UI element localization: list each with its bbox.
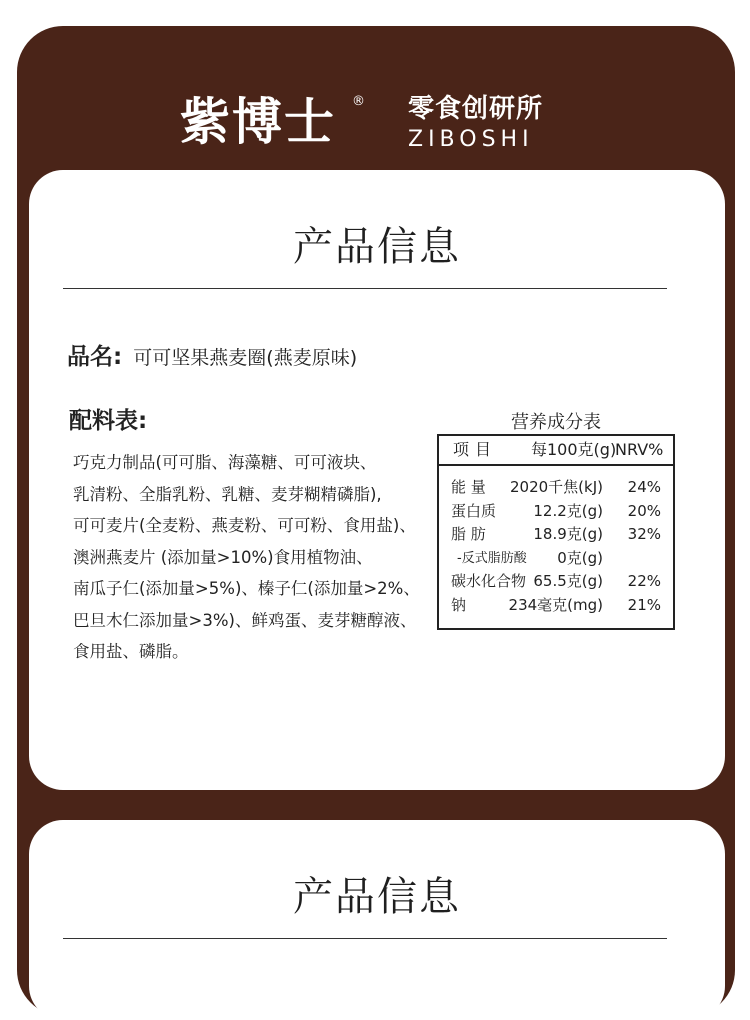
ingredients-text: 巧克力制品(可可脂、海藻糖、可可液块、 乳清粉、全脂乳粉、乳糖、麦芽糊精磷脂), 可可麦片(全麦粉、燕麦粉、可可粉、食用盐)、 澳洲燕麦片 (添加量>10%)食用植物油、 南瓜子仁(添加量>5%)、榛子仁(添加量>2%、 巴旦木仁添加量>3%)、鲜鸡蛋、麦芽糖醇液、 食用盐、磷脂。 — [73, 453, 420, 661]
brand-logo-text: 紫博士 — [180, 93, 336, 151]
product-info-card — [29, 170, 725, 790]
header-nrv: NRV% — [615, 440, 664, 459]
brand-english-name: ZIBOSHI — [408, 127, 534, 152]
section-title: 产品信息 — [293, 224, 461, 270]
section-title: 产品信息 — [293, 874, 461, 920]
nutrient-name: 碳水化合物 — [451, 572, 527, 590]
nutrient-name: 能 量 — [451, 478, 486, 496]
nutrient-value: 0克(g) — [557, 548, 603, 567]
nutrient-value: 12.2克(g) — [533, 501, 603, 520]
product-info-card-second — [29, 820, 725, 1020]
product-name-row — [67, 338, 357, 371]
nutrition-rows — [439, 476, 673, 617]
nutrient-name: 钠 — [451, 595, 467, 614]
nutrition-table — [437, 434, 675, 630]
nutrition-row — [439, 500, 673, 524]
nutrient-name: 脂 肪 — [451, 525, 486, 543]
nutrient-nrv: 20% — [627, 501, 661, 520]
nutrition-row — [439, 594, 673, 618]
divider — [63, 938, 667, 939]
nutrient-nrv: 24% — [627, 478, 661, 496]
nutrient-nrv: 32% — [627, 525, 661, 543]
ingredients-label: 配料表: — [69, 408, 148, 434]
nutrient-value: 2020千焦(kJ) — [510, 478, 603, 496]
product-name-label: 品名: — [67, 344, 123, 370]
nutrient-nrv: 21% — [627, 595, 661, 614]
nutrition-row — [439, 570, 673, 594]
header-item: 项目 — [453, 440, 498, 459]
brand-header — [0, 88, 750, 158]
nutrient-value: 18.9克(g) — [533, 525, 603, 543]
nutrient-value: 234毫克(mg) — [508, 595, 603, 614]
nutrient-name: -反式脂肪酸 — [457, 550, 527, 566]
brand-subtitle: 零食创研所 — [408, 94, 544, 124]
nutrition-row — [439, 523, 673, 547]
nutrition-table-title: 营养成分表 — [511, 412, 601, 433]
header-per-100g: 每100克(g) — [531, 440, 617, 459]
nutrient-nrv: 22% — [627, 572, 661, 590]
nutrition-table-header — [439, 436, 673, 466]
product-name-value: 可可坚果燕麦圈(燕麦原味) — [133, 347, 358, 369]
nutrition-row — [439, 476, 673, 500]
nutrient-value: 65.5克(g) — [533, 572, 603, 590]
nutrition-row — [439, 547, 673, 571]
nutrient-name: 蛋白质 — [451, 501, 497, 520]
registered-mark: ® — [352, 94, 365, 109]
divider — [63, 288, 667, 289]
